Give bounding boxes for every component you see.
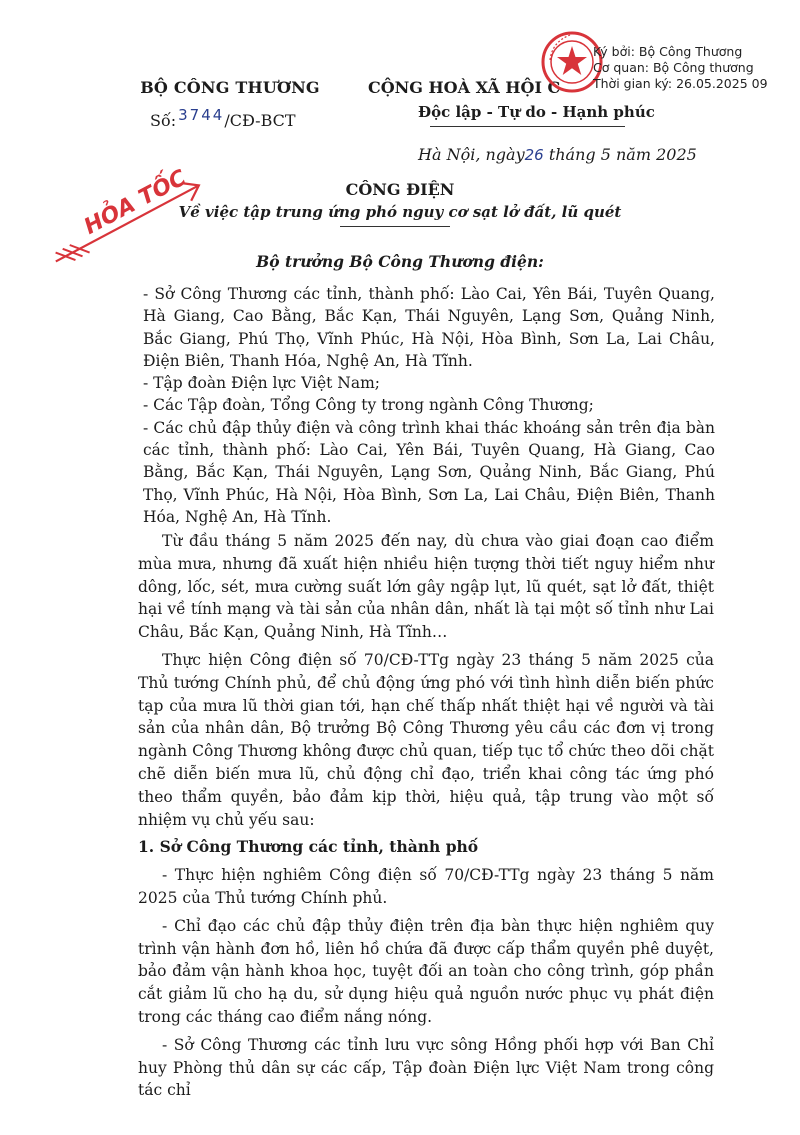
recipient-item: - Tập đoàn Điện lực Việt Nam; xyxy=(143,374,381,393)
doc-number-suffix: /CĐ-BCT xyxy=(224,111,296,130)
recipient-item: - Các chủ đập thủy điện và công trình khai thác khoáng sản trên địa bàn các tỉnh, thành phố: Lào Cai, Yên Bái, Tuyên Quang, Hà Giang, Cao Bằng, Bắc Kạn, Thái Nguyên, Lạng Sơn, Quảng Ninh, Bắc Giang, Phú Thọ, Vĩnh Phúc, Hà Nội, Hòa Bình, Sơn La, Lai Châu, Điện Biên, Thanh Hóa, Nghệ An, Hà Tĩnh. xyxy=(143,418,715,526)
document-number xyxy=(150,106,296,130)
body-paragraph: - Sở Công Thương các tỉnh lưu vực sông Hồng phối hợp với Ban Chỉ huy Phòng thủ dân sự các cấp, Tập đoàn Điện lực Việt Nam trong công tác chỉ xyxy=(138,1035,714,1100)
document-title: CÔNG ĐIỆN xyxy=(345,180,455,199)
place-date-prefix: Hà Nội, ngày xyxy=(418,145,525,164)
header-left xyxy=(120,78,340,97)
signature-time: Thời gian ký: 26.05.2025 09 xyxy=(593,76,768,91)
signature-signed-by: Ký bởi: Bộ Công Thương xyxy=(593,44,743,59)
body-paragraph: Từ đầu tháng 5 năm 2025 đến nay, dù chưa vào giai đoạn cao điểm mùa mưa, nhưng đã xuất hiện nhiều hiện tượng thời tiết nguy hiểm như dông, lốc, sét, mưa cường suất lớn gây ngập lụt, lũ quét, sạt lở đất, thiệt hại về tính mạng và tài sản của nhân dân, nhất là tại một số tỉnh như Lai Châu, Bắc Kạn, Quảng Ninh, Hà Tĩnh… xyxy=(138,532,714,642)
motto-underline xyxy=(430,126,625,127)
recipient-item: - Các Tập đoàn, Tổng Công ty trong ngành Công Thương; xyxy=(143,396,594,415)
digital-signature xyxy=(593,44,768,92)
motto: Độc lập - Tự do - Hạnh phúc xyxy=(418,103,655,121)
doc-number-prefix: Số: xyxy=(150,111,177,130)
section-heading: 1. Sở Công Thương các tỉnh, thành phố xyxy=(138,837,479,857)
nation-name: CỘNG HOÀ XÃ HỘI C xyxy=(368,78,561,97)
recipient-item: - Sở Công Thương các tỉnh, thành phố: Lào Cai, Yên Bái, Tuyên Quang, Hà Giang, Cao Bằng, Bắc Kạn, Thái Nguyên, Lạng Sơn, Quảng Ninh, Bắc Giang, Phú Thọ, Vĩnh Phúc, Hà Nội, Hòa Bình, Sơn La, Lai Châu, Điện Biên, Thanh Hóa, Nghệ An, Hà Tĩnh. xyxy=(143,285,715,370)
document-subject: Về việc tập trung ứng phó nguy cơ sạt lở đất, lũ quét xyxy=(178,203,622,221)
place-date-suffix: tháng 5 năm 2025 xyxy=(548,145,697,164)
body-paragraph: Thực hiện Công điện số 70/CĐ-TTg ngày 23 tháng 5 năm 2025 của Thủ tướng Chính phủ, để chủ động ứng phó với tình hình diễn biến phức tạp của mưa lũ thời gian tới, hạn chế thấp nhất thiệt hại về người và tài sản của nhân dân, Bộ trưởng Bộ Công Thương yêu cầu các đơn vị trong ngành Công Thương không được chủ quan, tiếp tục tổ chức theo dõi chặt chẽ diễn biến mưa lũ, chủ động chỉ đạo, triển khai công tác ứng phó theo thẩm quyền, bảo đảm kịp thời, hiệu quả, tập trung vào một số nhiệm vụ chủ yếu sau: xyxy=(138,650,714,829)
doc-number-handwritten: 3744 xyxy=(178,106,225,124)
body-paragraph: - Thực hiện nghiêm Công điện số 70/CĐ-TTg ngày 23 tháng 5 năm 2025 của Thủ tướng Chính phủ. xyxy=(138,866,714,907)
body-paragraph: - Chỉ đạo các chủ đập thủy điện trên địa bàn thực hiện nghiêm quy trình vận hành đơn hồ, liên hồ chứa đã được cấp thẩm quyền phê duyệt, bảo đảm vận hành khoa học, tuyệt đối an toàn cho công trình, góp phần cắt giảm lũ cho hạ du, sử dụng hiệu quả nguồn nước phục vụ phát điện trong các tháng cao điểm nắng nóng. xyxy=(138,916,714,1026)
day-handwritten: 26 xyxy=(524,146,544,164)
signature-agency: Cơ quan: Bộ Công thương xyxy=(593,60,754,75)
place-date xyxy=(418,145,697,164)
addressee: Bộ trưởng Bộ Công Thương điện: xyxy=(256,252,544,271)
subject-underline xyxy=(340,226,450,227)
urgent-stamp-text: HỎA TỐC xyxy=(80,165,191,240)
document-body xyxy=(138,530,714,1107)
agency-name: BỘ CÔNG THƯƠNG xyxy=(140,78,320,97)
recipient-list xyxy=(143,283,715,528)
